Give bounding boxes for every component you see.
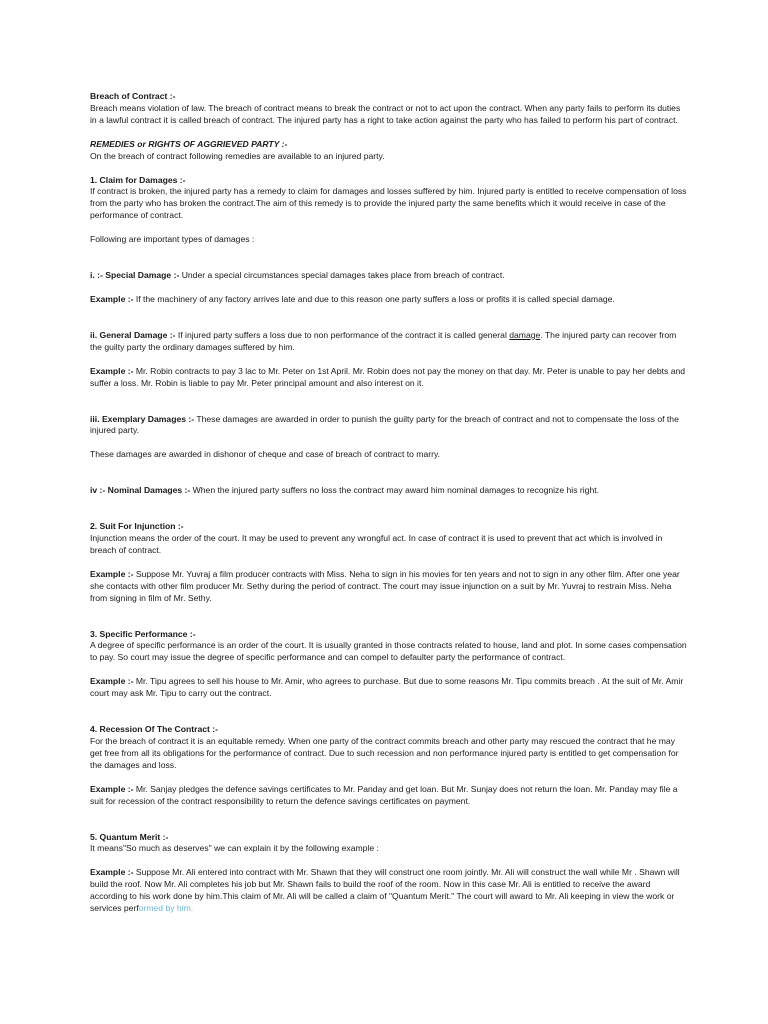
example-label: Example :- <box>90 676 134 687</box>
nominal-damages-label: iv :- Nominal Damages :- <box>90 485 191 496</box>
nominal-damages-text: When the injured party suffers no loss the contract may award him nominal damages to recognize his right. <box>190 485 600 496</box>
example-text: Mr. Sanjay pledges the defence savings certificates to Mr. Panday and get loan. But Mr. Sunjay does not return the loan. Mr. Panday may file a suit for recession of the contract responsibility to return the defence savings certificates on payment. <box>90 783 678 806</box>
special-damage-text: Under a special circumstances special damages takes place from breach of contract. <box>179 270 505 281</box>
example-label: Example :- <box>90 783 134 794</box>
exemplary-damages-extra: These damages are awarded in dishonor of cheque and case of breach of contract to marry. <box>90 449 440 460</box>
injunction-example <box>90 569 688 605</box>
remedies-intro: On the breach of contract following remedies are available to an injured party. <box>90 150 385 161</box>
recession-heading: 4. Recession Of The Contract :- <box>90 724 218 735</box>
quantum-merit-example <box>90 867 688 915</box>
special-damage-example <box>90 294 688 306</box>
example-text: Mr. Tipu agrees to sell his house to Mr. Amir, who agrees to purchase. But due to some reasons Mr. Tipu commits breach . At the suit of Mr. Amir court may ask Mr. Tipu to carry out the contract. <box>90 676 684 699</box>
quantum-merit-body: It means"So much as deserves" we can explain it by the following example : <box>90 843 379 854</box>
injunction-body: Injunction means the order of the court. It may be used to prevent any wrongful act. In case of contract it is used to prevent that act which is involved in breach of contract. <box>90 533 663 555</box>
example-text: If the machinery of any factory arrives late and due to this reason one party suffers a loss or profits it is called special damage. <box>133 293 615 304</box>
special-damage-paragraph <box>90 270 688 282</box>
general-damage-label: ii. General Damage :- <box>90 329 176 340</box>
nominal-damages-paragraph <box>90 485 688 497</box>
exemplary-damages-paragraph <box>90 414 688 438</box>
example-text: Mr. Robin contracts to pay 3 lac to Mr. Peter on 1st April. Mr. Robin does not pay the money on that day. Mr. Peter is unable to pay her debts and suffer a loss. Mr. Robin is liable to pay Mr. Peter principal amount and also interest on it. <box>90 365 686 388</box>
general-damage-text-a: If injured party suffers a loss due to non performance of the contract it is called general <box>175 329 510 340</box>
general-damage-paragraph <box>90 330 688 354</box>
intro-paragraph: Breach means violation of law. The breach of contract means to break the contract or not to act upon the contract. When any party fails to perform its duties in a lawful contract it is called breach of contract. The injured party has a right to take action against the party who has failed to perform his part of contract. <box>90 102 681 125</box>
faded-text: ormed by him. <box>138 903 194 914</box>
general-damage-example <box>90 366 688 390</box>
exemplary-damages-label: iii. Exemplary Damages :- <box>90 413 195 424</box>
exemplary-damages-text: These damages are awarded in order to punish the guilty party for the breach of contract and not to compensate the loss of the injured party. <box>90 413 679 436</box>
special-damage-label: i. :- Special Damage :- <box>90 270 180 281</box>
example-label: Example :- <box>90 867 134 878</box>
damage-types-intro: Following are important types of damages : <box>90 234 255 245</box>
recession-body: For the breach of contract it is an equitable remedy. When one party of the contract commits breach and other party may rescued the contract that he may get free from all its obligations for the performance of contract. Due to such recession and non performance injured party is entitled to get compensation for the damages and loss. <box>90 736 679 770</box>
damage-link[interactable]: damage <box>509 329 541 340</box>
quantum-merit-heading: 5. Quantum Merit :- <box>90 831 169 842</box>
specific-performance-example <box>90 676 688 700</box>
example-label: Example :- <box>90 293 134 304</box>
example-text: Suppose Mr. Yuvraj a film producer contracts with Miss. Neha to sign in his movies for ten years and not to sign in any other film. After one year she contacts with other film producer Mr. Sethy during the period of contract. The court may issue injunction on a suit by Mr. Yuvraj to restrain Miss. Neha from signing in film of Mr. Sethy. <box>90 568 680 603</box>
injunction-heading: 2. Suit For Injunction :- <box>90 521 184 532</box>
recession-example <box>90 784 688 808</box>
document-title: Breach of Contract :- <box>90 91 176 101</box>
example-text: Suppose Mr. Ali entered into contract with Mr. Shawn that they will construct one room jointly. Mr. Ali will construct the wall while Mr . Shawn will build the roof. Now Mr. Ali completes his job but Mr. Shawn fails to build the roof of the room. Now in this case Mr. Ali is entitled to receive the award according to his work done by him.This claim of Mr. Ali will be called a claim of "Quantum Merit." The court will award to Mr. Ali keeping in view the work or services perf <box>90 867 680 914</box>
general-damage-text-b: . The injured party can recover from the guilty party the ordinary damages suffered by him. <box>90 329 677 352</box>
example-label: Example :- <box>90 365 134 376</box>
remedies-heading: REMEDIES or RIGHTS OF AGGRIEVED PARTY :- <box>90 138 288 149</box>
claim-damages-body: If contract is broken, the injured party has a remedy to claim for damages and losses suffered by him. Injured party is entitled to receive compensation of loss from the party who has broken the contract.The aim of this remedy is to provide the injured party the same benefits which it would receive in case of the performance of contract. <box>90 186 687 221</box>
claim-damages-heading: 1. Claim for Damages :- <box>90 174 186 185</box>
example-label: Example :- <box>90 568 134 579</box>
specific-performance-body: A degree of specific performance is an order of the court. It is usually granted in those contracts related to house, land and plot. In some cases compensation to pay. So court may issue the degree of specific performance and can compel to defaulter party the performance of contract. <box>90 640 687 663</box>
specific-performance-heading: 3. Specific Performance :- <box>90 628 196 639</box>
